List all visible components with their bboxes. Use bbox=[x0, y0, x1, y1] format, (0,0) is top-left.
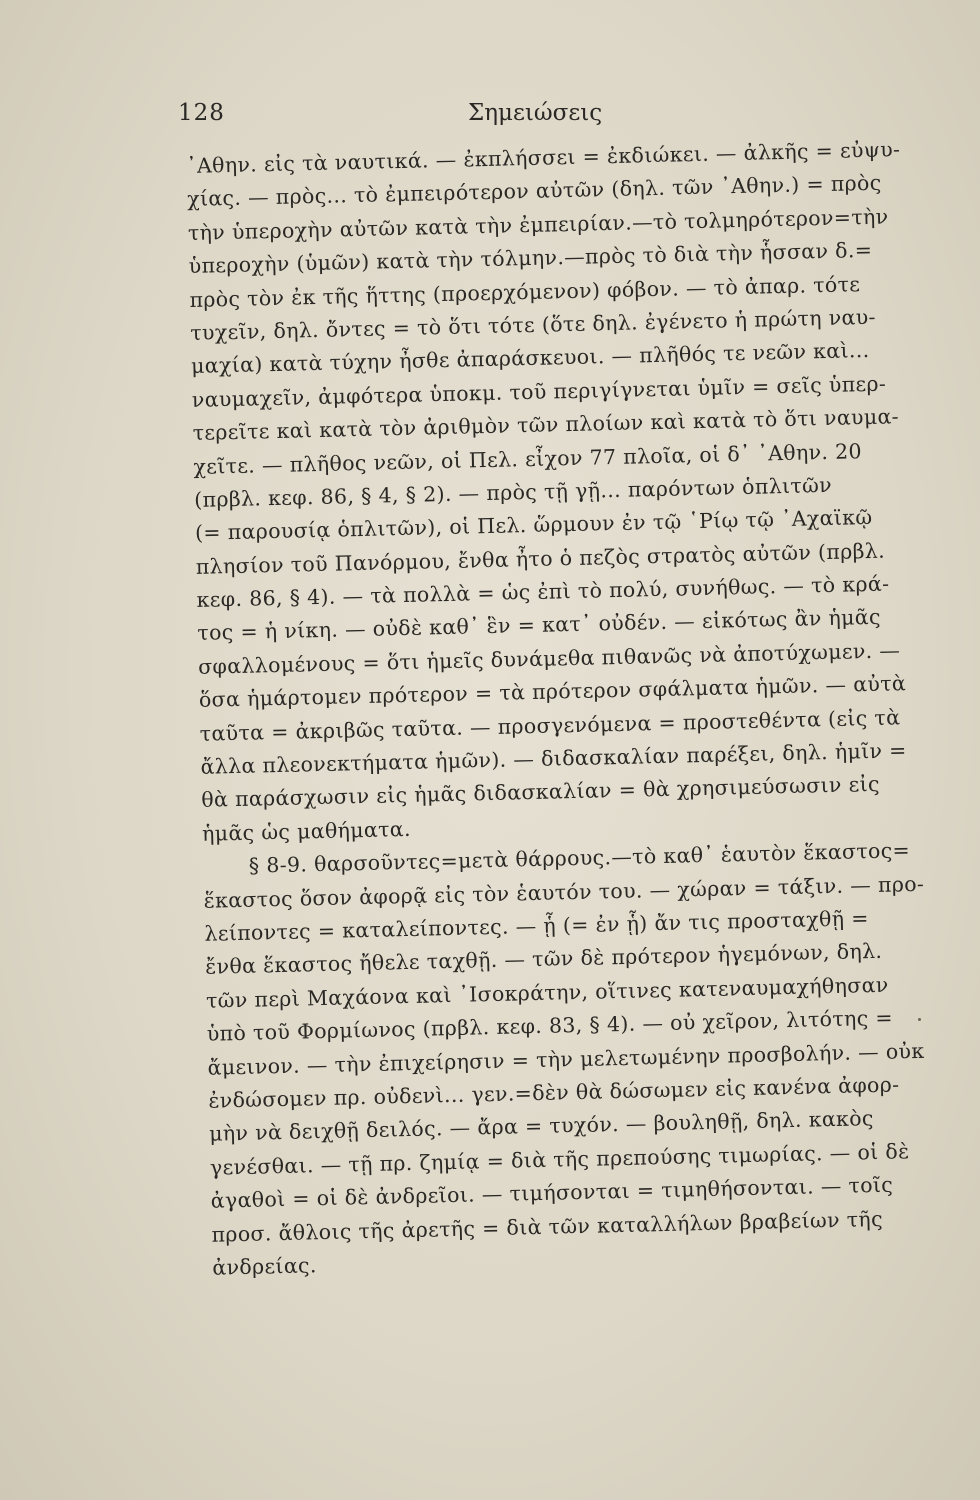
text-line: θὰ παράσχωσιν εἰς ἡμᾶς διδασκαλίαν = θὰ χρησιμεύσωσιν εἰς bbox=[201, 772, 881, 813]
text-line: προσ. ἄθλοις τῆς ἀρετῆς = διὰ τῶν καταλλήλων βραβείων τῆς bbox=[211, 1206, 884, 1247]
text-line: (πρβλ. κεφ. 86, § 4, § 2). — πρὸς τῇ γῇ... παρόντων ὁπλιτῶν bbox=[193, 472, 833, 512]
text-line: ἐνδώσομεν πρ. οὐδενὶ... γεν.=δὲν θὰ δώσωμεν εἰς κανένα ἀφορ- bbox=[208, 1072, 900, 1113]
text-line: λείποντες = καταλείποντες. — ᾗ (= ἐν ᾗ) ἄν τις προσταχθῇ = bbox=[204, 906, 869, 946]
page-number: 128 bbox=[178, 100, 225, 126]
text-line: χεῖτε. — πλῆθος νεῶν, οἱ Πελ. εἶχον 77 πλοῖα, οἱ δ᾿ ᾿Αθην. 20 bbox=[193, 438, 863, 479]
running-title: Σημειώσεις bbox=[468, 100, 603, 126]
text-line: ταῦτα = ἀκριβῶς ταῦτα. — προσγενόμενα = προστεθέντα (εἰς τὰ bbox=[199, 704, 901, 746]
text-line: ὅσα ἡμάρτομεν πρότερον = τὰ πρότερον σφάλματα ἡμῶν. — αὐτὰ bbox=[198, 671, 907, 713]
text-line: ἀγαθοὶ = οἱ δὲ ἀνδρεῖοι. — τιμήσονται = τιμηθήσονται. — τοῖς bbox=[210, 1172, 894, 1213]
text-line: ναυμαχεῖν, ἀμφότερα ὑποκμ. τοῦ περιγίγνεται ὑμῖν = σεῖς ὑπερ- bbox=[191, 371, 887, 412]
text-line: ἔνθα ἕκαστος ἤθελε ταχθῇ. — τῶν δὲ πρότερον ἡγεμόνων, δηλ. bbox=[204, 939, 883, 980]
text-line: ἕκαστος ὅσον ἀφορᾷ εἰς τὸν ἑαυτόν του. — χώραν = τάξιν. — προ- bbox=[203, 871, 925, 913]
text-line: (= παρουσίᾳ ὁπλιτῶν), οἱ Πελ. ὥρμουν ἐν τῷ ῾Ρίῳ τῷ ᾿Αχαϊκῷ bbox=[194, 505, 873, 546]
text-line: σφαλλομένους = ὅτι ἡμεῖς δυνάμεθα πιθανῶς νὰ ἀποτύχωμεν. — bbox=[197, 638, 901, 679]
section-start-line: § 8-9. θαρσοῦντες=μετὰ θάρρους.—τὸ καθ᾿ ἑαυτὸν ἕκαστος= bbox=[248, 838, 911, 878]
text-line: ἡμᾶς ὡς μαθήματα. bbox=[201, 816, 412, 846]
text-line: χίας. — πρὸς... τὸ ἐμπειρότερον αὐτῶν (δηλ. τῶν ᾿Αθην.) = πρὸς bbox=[186, 171, 882, 212]
page-header bbox=[178, 96, 818, 136]
paper-speck bbox=[918, 1018, 921, 1021]
text-line: τος = ἡ νίκη. — οὐδὲ καθ᾿ ἓν = κατ᾿ οὐδέν. — εἰκότως ἂν ἡμᾶς bbox=[197, 605, 882, 646]
text-line: τυχεῖν, δηλ. ὄντες = τὸ ὅτι τότε (ὅτε δηλ. ἐγένετο ἡ πρώτη ναυ- bbox=[190, 304, 877, 345]
text-line: ἄμεινον. — τὴν ἐπιχείρησιν = τὴν μελετωμένην προσβολήν. — οὐκ bbox=[207, 1038, 925, 1080]
text-line: μὴν νὰ δειχθῇ δειλός. — ἄρα = τυχόν. — βουληθῇ, δηλ. κακὸς bbox=[208, 1106, 874, 1147]
text-line: γενέσθαι. — τῇ πρ. ζημίᾳ = διὰ τῆς πρεπούσης τιμωρίας. — οἱ δὲ bbox=[209, 1138, 910, 1180]
text-line: τὴν ὑπεροχὴν αὐτῶν κατὰ τὴν ἐμπειρίαν.—τὸ τολμηρότερον=τὴν bbox=[187, 204, 889, 245]
text-line: μαχία) κατὰ τύχην ἦσθε ἀπαράσκευοι. — πλῆθός τε νεῶν καὶ... bbox=[190, 338, 870, 379]
text-line: ὑπὸ τοῦ Φορμίωνος (πρβλ. κεφ. 83, § 4). — οὐ χεῖρον, λιτότης = bbox=[206, 1005, 894, 1046]
text-line: ἀνδρείας. bbox=[212, 1253, 317, 1280]
notes-text-block bbox=[186, 133, 945, 1285]
text-line: πρὸς τὸν ἐκ τῆς ἥττης (προερχόμενον) φόβον. — τὸ ἀπαρ. τότε bbox=[189, 271, 861, 312]
text-line: κεφ. 86, § 4). — τὰ πολλὰ = ὡς ἐπὶ τὸ πολύ, συνήθως. — τὸ κρά- bbox=[196, 571, 890, 612]
text-line: ὑπεροχὴν (ὑμῶν) κατὰ τὴν τόλμην.—πρὸς τὸ διὰ τὴν ἧσσαν δ.= bbox=[188, 238, 873, 279]
text-line: ᾿Αθην. εἰς τὰ ναυτικά. — ἐκπλήσσει = ἐκδιώκει. — ἀλκῆς = εὐψυ- bbox=[186, 137, 901, 178]
text-line: τερεῖτε καὶ κατὰ τὸν ἀριθμὸν τῶν πλοίων καὶ κατὰ τὸ ὅτι ναυμα- bbox=[192, 404, 900, 446]
text-line: ἄλλα πλεονεκτήματα ἡμῶν). — διδασκαλίαν παρέξει, δηλ. ἡμῖν = bbox=[200, 738, 907, 779]
text-line: τῶν περὶ Μαχάονα καὶ ᾿Ισοκράτην, οἵτινες κατεναυμαχήθησαν bbox=[205, 972, 889, 1013]
text-line: πλησίον τοῦ Πανόρμου, ἔνθα ἦτο ὁ πεζὸς στρατὸς αὐτῶν (πρβλ. bbox=[195, 538, 886, 579]
